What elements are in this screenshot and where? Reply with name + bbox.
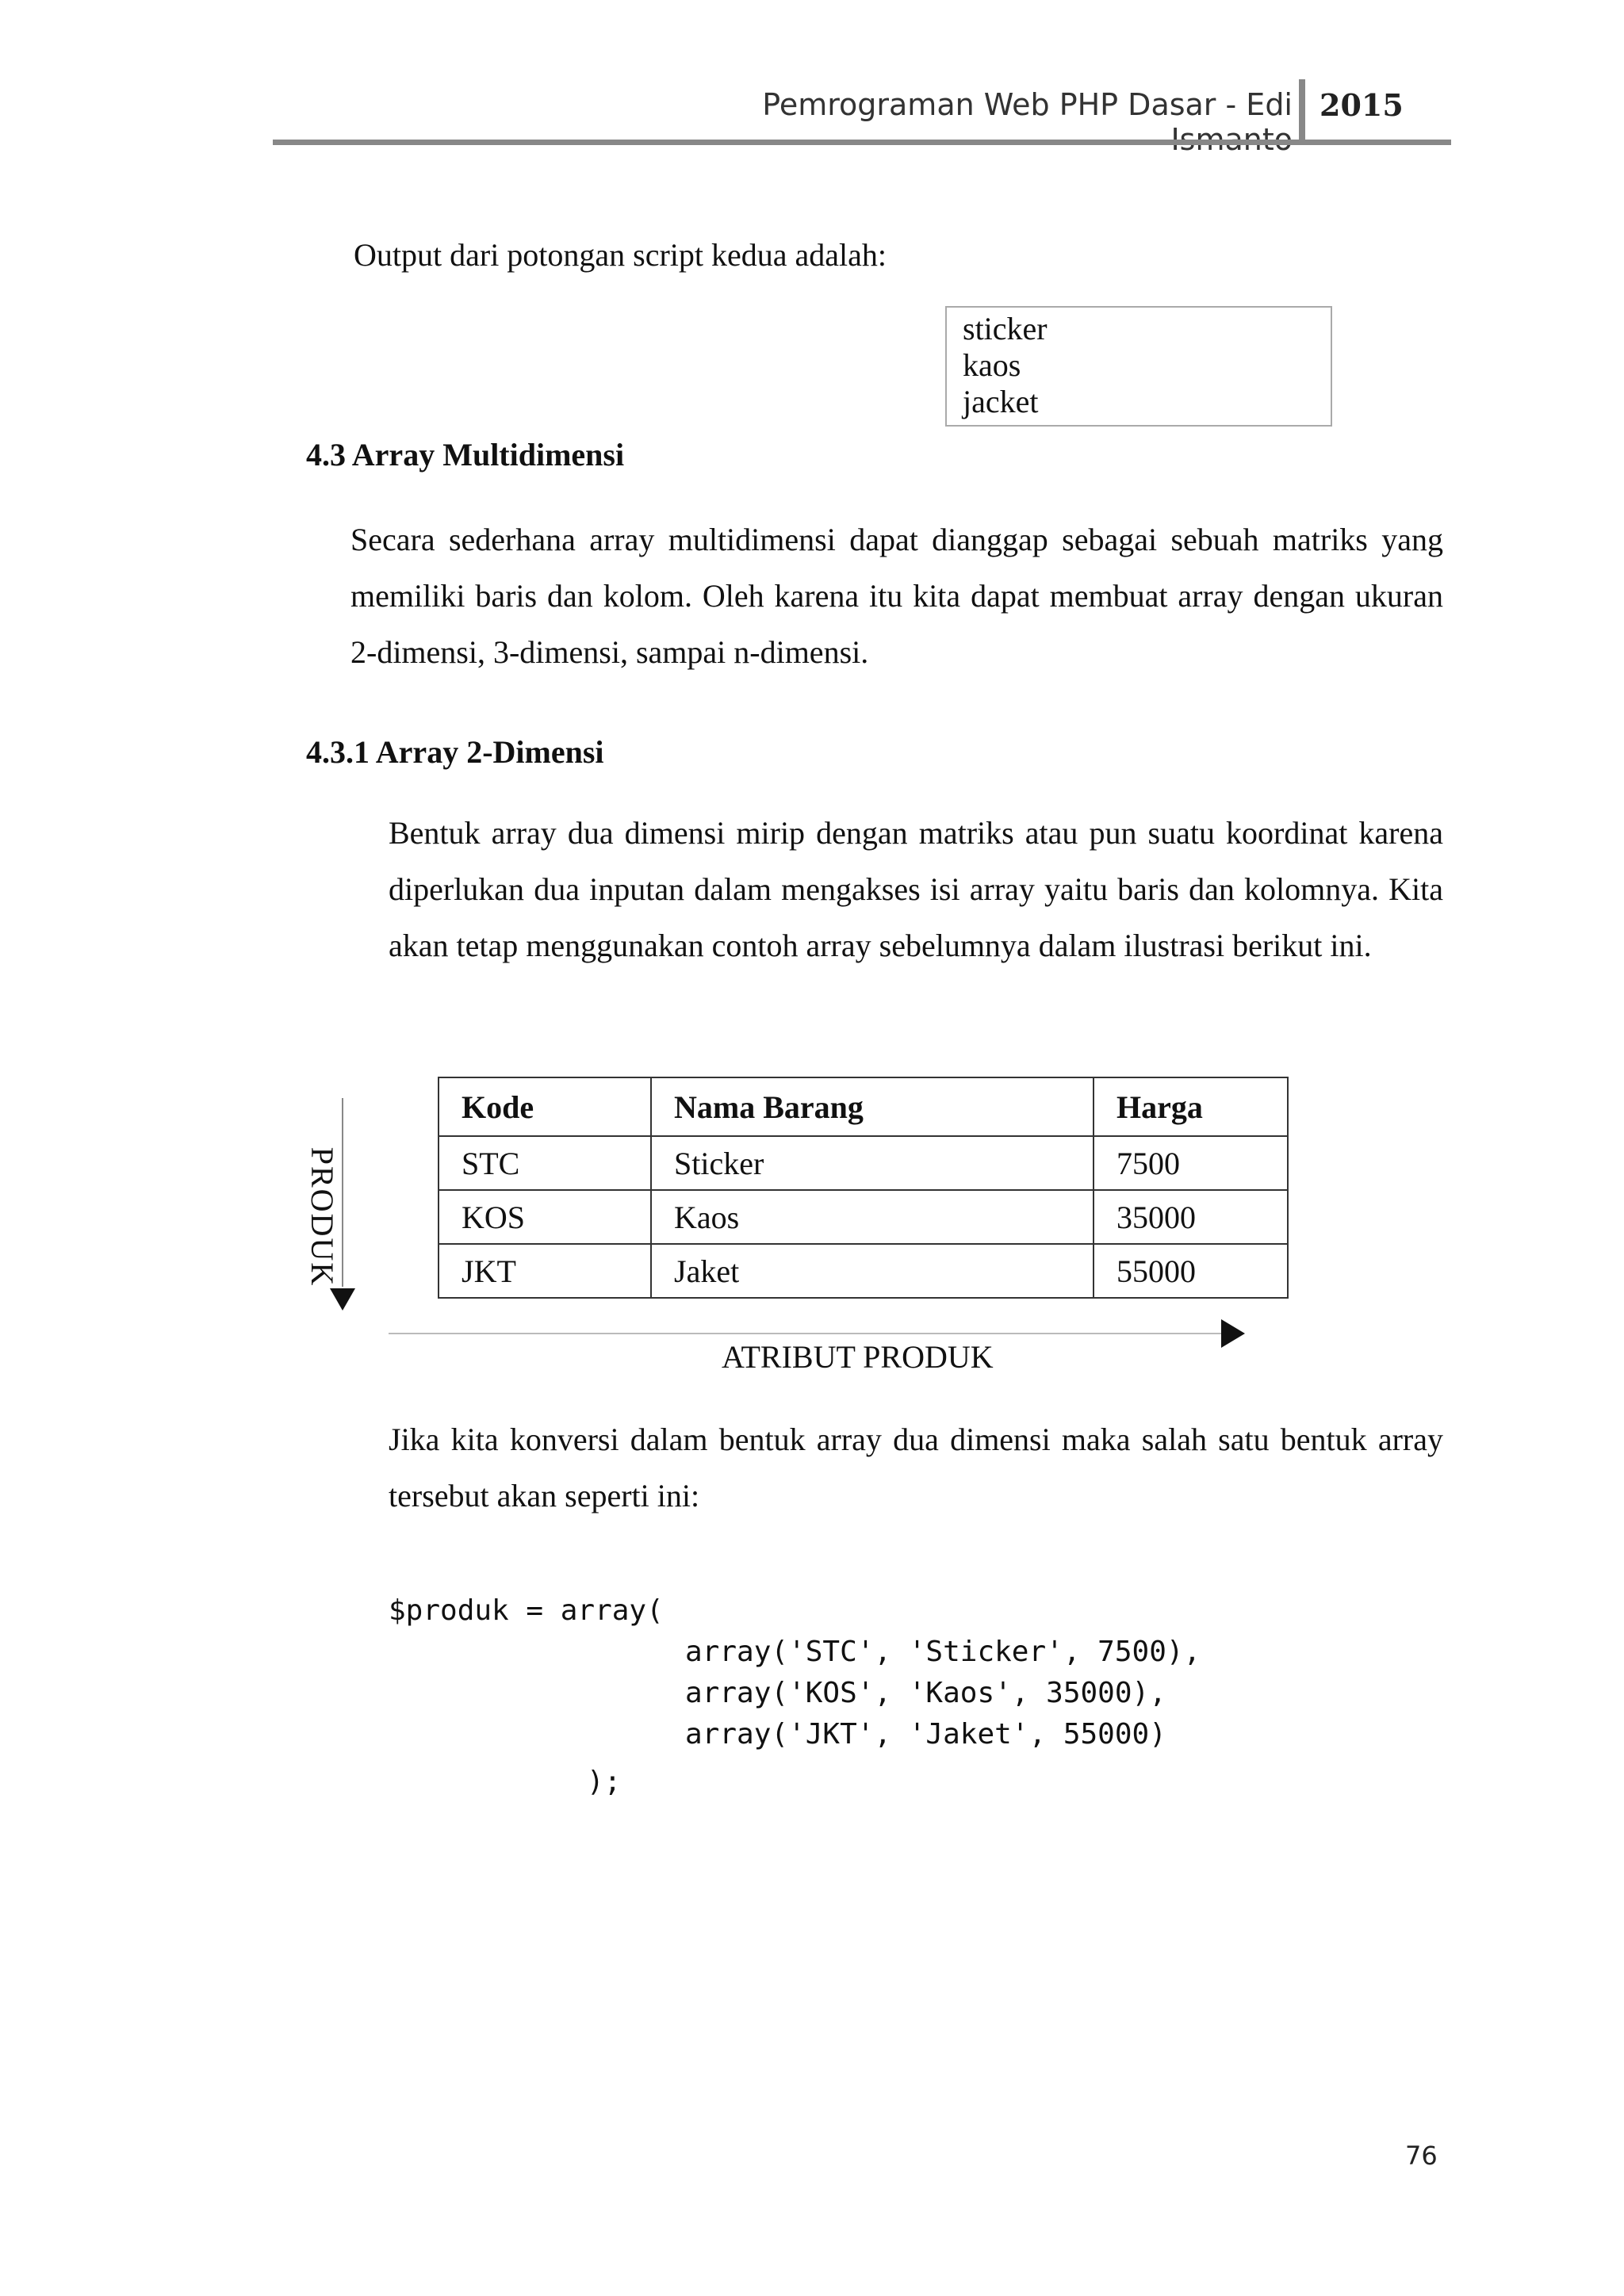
vertical-axis-label: PRODUK [304,1146,340,1288]
table-row [439,1244,1288,1298]
table-row [439,1136,1288,1190]
section-heading-4-3-1: 4.3.1 Array 2-Dimensi [306,734,604,770]
page-number: 76 [1405,2141,1438,2171]
header-separator [1299,79,1305,143]
table-cell: KOS [439,1190,651,1244]
section-4-3-1-paragraph: Bentuk array dua dimensi mirip dengan matriks atau pun suatu koordinat karena diperlukan dua inputan dalam mengakses isi array yaitu baris dan kolomnya. Kita akan tetap menggunakan contoh array sebelumnya dalam ilustrasi berikut ini. [389,815,1443,963]
output-line: sticker [963,311,1048,346]
header-rule [273,140,1451,145]
table-cell: STC [439,1136,651,1190]
output-box [945,306,1332,427]
section-heading-4-3: 4.3 Array Multidimensi [306,437,625,473]
table-row [439,1190,1288,1244]
code-line: array('KOS', 'Kaos', 35000), [685,1677,1166,1709]
table-header-cell: Nama Barang [651,1077,1094,1136]
table-cell: JKT [439,1244,651,1298]
horizontal-axis-line [389,1333,1221,1334]
intro-line: Output dari potongan script kedua adalah: [354,237,887,273]
table-cell: 7500 [1094,1136,1288,1190]
output-line: kaos [963,347,1021,383]
table-cell: 35000 [1094,1190,1288,1244]
product-table [438,1077,1289,1299]
vertical-axis-line [342,1098,343,1287]
table-cell: 55000 [1094,1244,1288,1298]
section-4-3-paragraph: Secara sederhana array multidimensi dapat dianggap sebagai sebuah matriks yang memiliki baris dan kolom. Oleh karena itu kita dapat membuat array dengan ukuran 2-dimensi, 3-dimensi, sampai n-dimensi. [350,522,1443,670]
horizontal-axis-label: ATRIBUT PRODUK [722,1339,994,1375]
arrow-right-icon [1221,1319,1245,1348]
running-header-year: 2015 [1320,87,1404,123]
table-cell: Sticker [651,1136,1094,1190]
code-line: ); [587,1766,622,1798]
table-header-row [439,1077,1288,1136]
code-line: array('JKT', 'Jaket', 55000) [685,1718,1166,1751]
table-cell: Kaos [651,1190,1094,1244]
table-header-cell: Harga [1094,1077,1288,1136]
table-header-cell: Kode [439,1077,651,1136]
code-line: array('STC', 'Sticker', 7500), [685,1636,1201,1668]
conversion-paragraph: Jika kita konversi dalam bentuk array dua dimensi maka salah satu bentuk array tersebut akan seperti ini: [389,1422,1443,1513]
table-cell: Jaket [651,1244,1094,1298]
code-line: $produk = array( [389,1594,664,1627]
running-header-title: Pemrograman Web PHP Dasar - Edi [762,87,1293,122]
output-line: jacket [963,384,1039,419]
